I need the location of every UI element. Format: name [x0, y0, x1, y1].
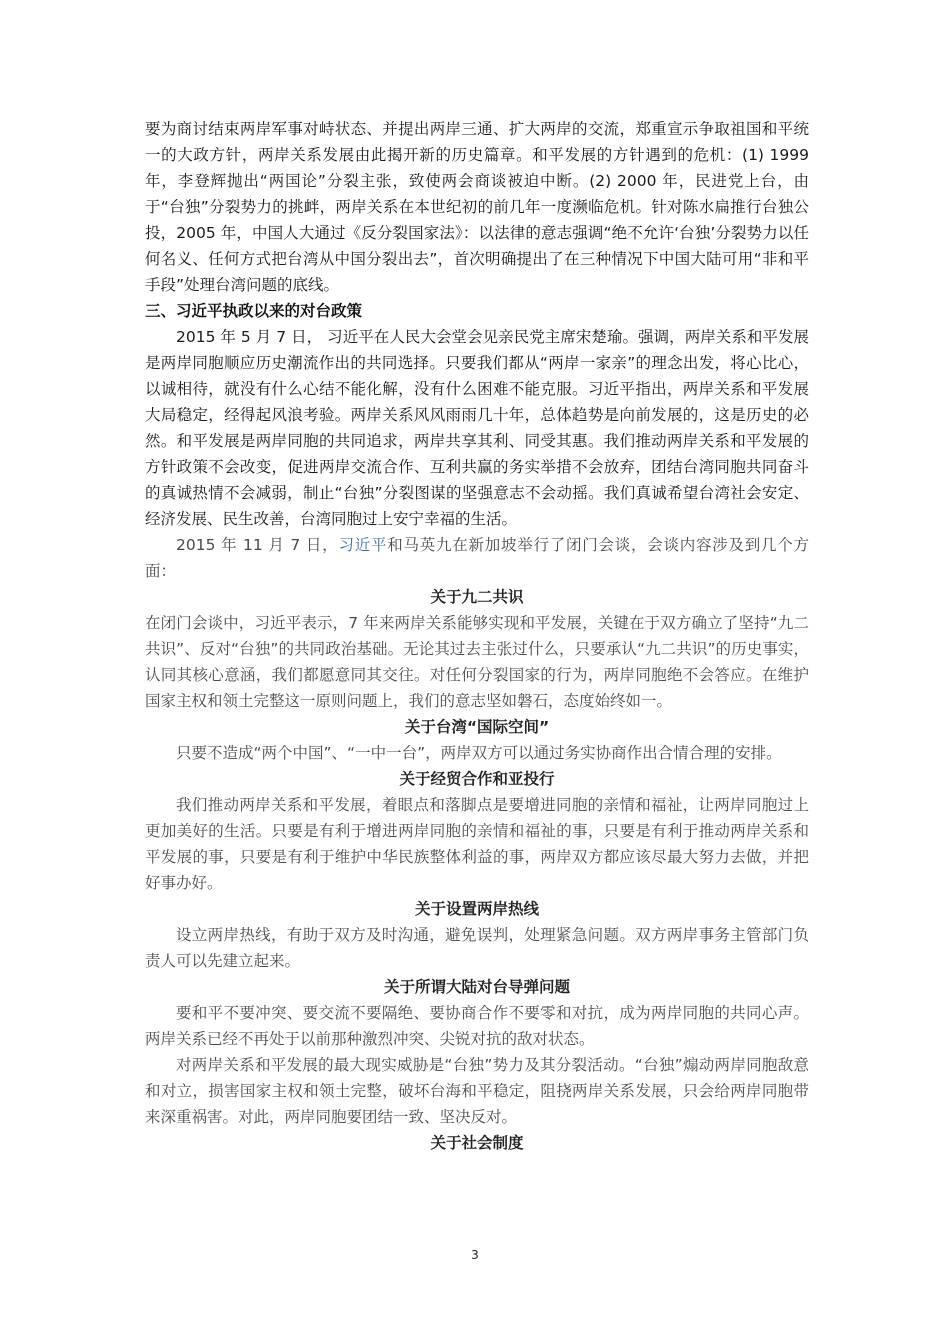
paragraph-may-2015: 2015 年 5 月 7 日， 习近平在人民大会堂会见亲民党主席宋楚瑜。强调，两岸关系和平发展是两岸同胞顺应历史潮流作出的共同选择。只要我们都从“两岸一家亲”的理念出发，将心比心，以诚相待，就没有什么心结不能化解，没有什么困难不能克服。习近平指出，两岸关系和平发展大局稳定，经得起风浪考验。两岸关系风风雨雨几十年，总体趋势是向前发展的，这是历史的必然。和平发展是两岸同胞的共同追求，两岸共享其利、同受其惠。我们推动两岸关系和平发展的方针政策不会改变，促进两岸交流合作、互利共赢的务实举措不会放弃，团结台湾同胞共同奋斗的真诚热情不会减弱，制止“台独”分裂图谋的坚强意志不会动摇。我们真诚希望台湾社会安定、经济发展、民生改善，台湾同胞过上安宁幸福的生活。: [145, 328, 809, 528]
topic-paragraph-international-space: 只要不造成“两个中国”、“一中一台”，两岸双方可以通过务实协商作出合情合理的安排。: [176, 744, 782, 762]
section-heading: 三、习近平执政以来的对台政策: [145, 302, 363, 320]
topic-paragraph-trade-aiib: 我们推动两岸关系和平发展，着眼点和落脚点是要增进同胞的亲情和福祉，让两岸同胞过上更加美好的生活。只要是有利于增进两岸同胞的亲情和福祉的事，只要是有利于推动两岸关系和平发展的事，只要是有利于维护中华民族整体利益的事，两岸双方都应该尽最大努力去做，并把好事办好。: [145, 796, 809, 892]
topic-paragraph-missile-2: 对两岸关系和平发展的最大现实威胁是“台独”势力及其分裂活动。“台独”煽动两岸同胞敌意和对立，损害国家主权和领土完整，破坏台海和平稳定，阻挠两岸关系发展，只会给两岸同胞带来深重祸害。对此，两岸同胞要团结一致、坚决反对。: [145, 1056, 809, 1126]
topic-heading-trade-aiib: 关于经贸合作和亚投行: [399, 770, 555, 788]
paragraph-nov-2015-before: 2015 年 11 月 7 日，: [176, 536, 339, 554]
topic-heading-international-space: 关于台湾“国际空间”: [404, 718, 550, 736]
paragraph-intro: 要为商讨结束两岸军事对峙状态、并提出两岸三通、扩大两岸的交流，郑重宣示争取祖国和平统一的大政方针，两岸关系发展由此揭开新的历史篇章。和平发展的方针遇到的危机：(1) 1999 年，李登辉抛出“两国论”分裂主张，致使两会商谈被迫中断。(2) 2000 年，民进党上台，由于“台独”分裂势力的挑衅，两岸关系在本世纪初的前几年一度濒临危机。针对陈水扁推行台独公投，2005 年，中国人大通过《反分裂国家法》：以法律的意志强调“绝不允许‘台独’分裂势力以任何名义、任何方式把台湾从中国分裂出去”，首次明确提出了在三种情况下中国大陆可用“非和平手段”处理台湾问题的底线。: [145, 120, 809, 294]
paragraph-nov-2015-after: 和马英九在新加坡举行了闭门会谈，会谈内容涉及到几个方面：: [145, 536, 809, 580]
topic-paragraph-hotline: 设立两岸热线，有助于双方及时沟通，避免误判，处理紧急问题。双方两岸事务主管部门负责人可以先建立起来。: [145, 926, 809, 970]
topic-heading-hotline: 关于设置两岸热线: [414, 900, 539, 918]
xi-jinping-link[interactable]: 习近平: [338, 536, 388, 554]
topic-heading-missile: 关于所谓大陆对台导弹问题: [383, 978, 570, 996]
paragraph-nov-2015: [145, 532, 809, 584]
topic-paragraph-missile-1: 要和平不要冲突、要交流不要隔绝、要协商合作不要零和对抗，成为两岸同胞的共同心声。两岸关系已经不再处于以前那种激烈冲突、尖锐对抗的敌对状态。: [145, 1004, 809, 1048]
topic-heading-92-consensus: 关于九二共识: [430, 588, 524, 606]
topic-paragraph-92-consensus: 在闭门会谈中，习近平表示，7 年来两岸关系能够实现和平发展，关键在于双方确立了坚持“九二共识”、反对“台独”的共同政治基础。无论其过去主张过什么，只要承认“九二共识”的历史事实，认同其核心意涵，我们都愿意同其交往。对任何分裂国家的行为，两岸同胞绝不会答应。在维护国家主权和领土完整这一原则问题上，我们的意志坚如磐石，态度始终如一。: [145, 614, 809, 710]
page-number: 3: [471, 1248, 479, 1262]
document-page: [145, 116, 809, 1156]
topic-heading-social-system: 关于社会制度: [430, 1134, 524, 1152]
